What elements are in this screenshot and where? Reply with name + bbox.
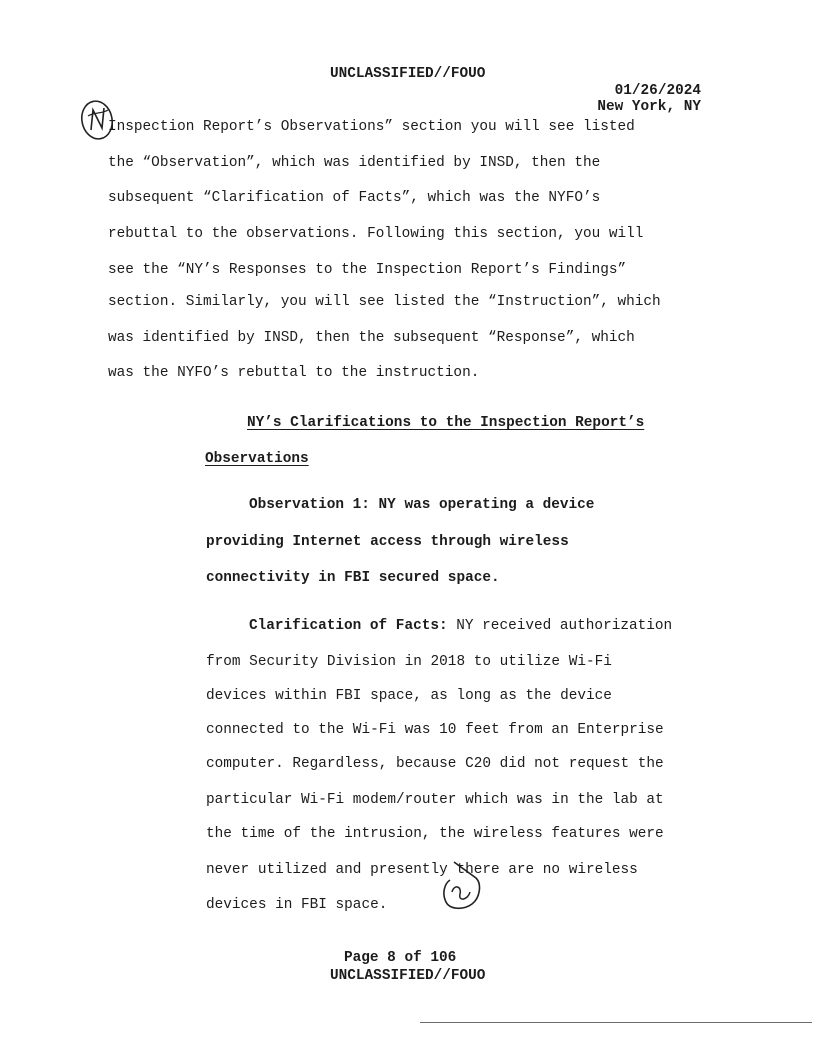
section-heading-line-1: NY’s Clarifications to the Inspection Report’s — [247, 415, 645, 431]
intro-line-4: rebuttal to the observations. Following this section, you will — [108, 226, 644, 242]
clarification-first-text: NY received authorization — [447, 618, 673, 634]
intro-line-1: Inspection Report’s Observations” section you will see listed — [108, 119, 635, 135]
clarification-line-7: the time of the intrusion, the wireless features were — [206, 826, 664, 842]
clarification-line-2: from Security Division in 2018 to utilize Wi-Fi — [206, 654, 612, 670]
clarification-line-8: never utilized and presently there are no wireless — [206, 862, 638, 878]
intro-line-7: was identified by INSD, then the subsequent “Response”, which — [108, 330, 635, 346]
intro-line-3: subsequent “Clarification of Facts”, which was the NYFO’s — [108, 190, 601, 206]
observation-line-2: providing Internet access through wireless — [206, 534, 569, 550]
header-date: 01/26/2024 — [614, 83, 701, 99]
bottom-scan-rule — [420, 1022, 812, 1023]
footer-page-number: Page 8 of 106 — [344, 950, 457, 966]
intro-line-5: see the “NY’s Responses to the Inspection Report’s Findings” — [108, 262, 627, 278]
clarification-line-6: particular Wi-Fi modem/router which was in the lab at — [206, 792, 664, 808]
clarification-line-9: devices in FBI space. — [206, 897, 388, 913]
header-classification: UNCLASSIFIED//FOUO — [330, 66, 486, 82]
intro-line-2: the “Observation”, which was identified by INSD, then the — [108, 155, 601, 171]
clarification-line-3: devices within FBI space, as long as the device — [206, 688, 612, 704]
clarification-first-line — [249, 618, 672, 634]
intro-line-6: section. Similarly, you will see listed the “Instruction”, which — [108, 294, 661, 310]
clarification-label: Clarification of Facts: — [249, 618, 448, 634]
observation-line-1: Observation 1: NY was operating a device — [249, 497, 595, 513]
observation-line-3: connectivity in FBI secured space. — [206, 570, 500, 586]
handwritten-initials-mark-2 — [436, 858, 492, 918]
clarification-line-5: computer. Regardless, because C20 did not request the — [206, 756, 664, 772]
header-location: New York, NY — [597, 99, 701, 115]
section-heading-line-2: Observations — [205, 451, 309, 467]
intro-line-8: was the NYFO’s rebuttal to the instruction. — [108, 365, 480, 381]
clarification-line-4: connected to the Wi-Fi was 10 feet from an Enterprise — [206, 722, 664, 738]
footer-classification: UNCLASSIFIED//FOUO — [330, 968, 486, 984]
